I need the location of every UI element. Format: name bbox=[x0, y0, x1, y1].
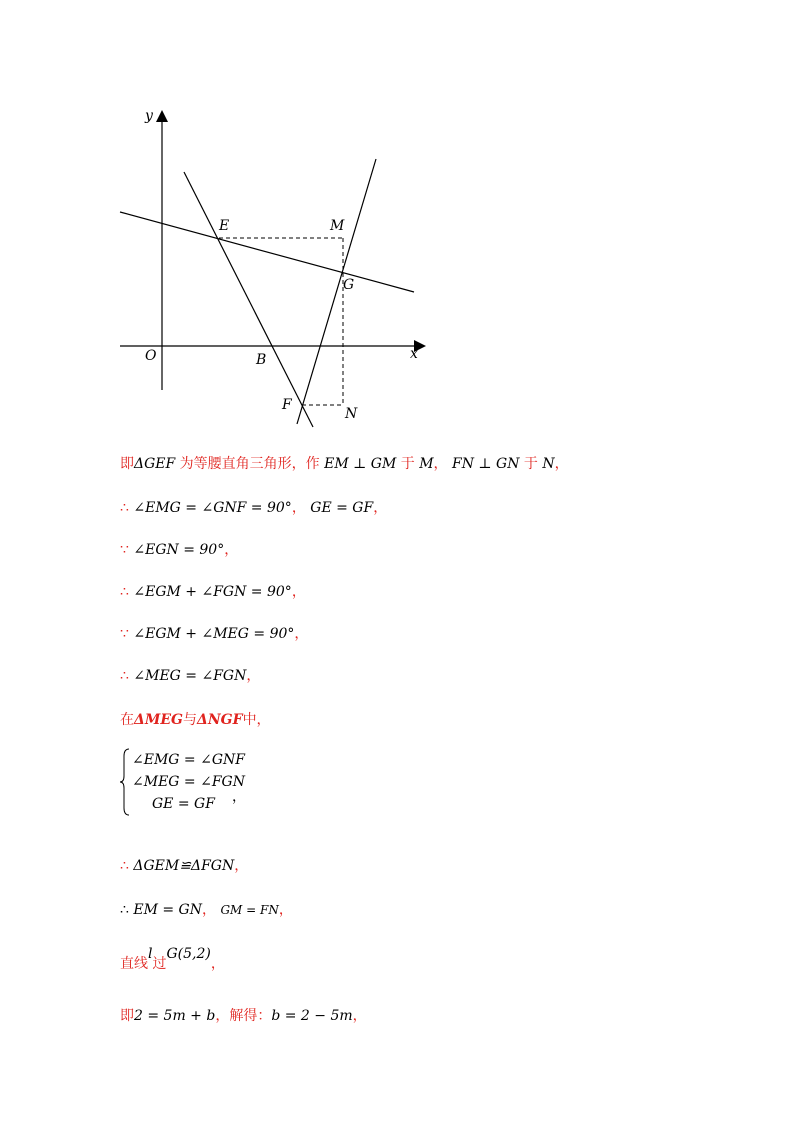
comma: ， bbox=[224, 542, 239, 558]
left-brace bbox=[120, 748, 130, 816]
expr-meg-fgn: ∠MEG = ∠FGN bbox=[133, 668, 247, 684]
solution-line-8 bbox=[120, 856, 248, 876]
therefore-symbol: ∴ bbox=[120, 584, 129, 600]
line-l: l bbox=[148, 946, 153, 962]
label-O: O bbox=[145, 348, 157, 364]
comma: ， bbox=[210, 956, 225, 972]
therefore-symbol: ∴ bbox=[120, 902, 129, 918]
expr-egn-90: ∠EGN = 90° bbox=[133, 542, 225, 558]
text-ji: 即 bbox=[120, 456, 134, 472]
expr-b-eq: b = 2 − 5m bbox=[271, 1008, 353, 1024]
expr-angles-90: ∠EMG = ∠GNF = 90° bbox=[133, 500, 292, 516]
text-isosceles: 为等腰直角三角形，作 bbox=[175, 456, 325, 472]
system-row-3: GE = GF bbox=[152, 796, 215, 812]
because-symbol: ∵ bbox=[120, 626, 129, 642]
text-yu: 与 bbox=[183, 712, 197, 728]
expr-ge-gf: GE = GF bbox=[310, 500, 374, 516]
solution-line-9 bbox=[120, 900, 293, 920]
separator: ， bbox=[291, 500, 306, 516]
text-ji: 即 bbox=[120, 1008, 134, 1024]
triangle-GEF: ΔGEF bbox=[134, 456, 176, 472]
label-B: B bbox=[256, 352, 267, 368]
label-M: M bbox=[330, 218, 345, 234]
expr-sum2-90: ∠EGM + ∠MEG = 90° bbox=[133, 626, 295, 642]
label-N: N bbox=[345, 406, 358, 422]
point-M: M bbox=[419, 456, 434, 472]
coordinate-figure bbox=[110, 100, 430, 430]
therefore-symbol: ∴ bbox=[120, 500, 129, 516]
line-FG bbox=[297, 159, 376, 424]
solution-line-6 bbox=[120, 666, 260, 686]
expr-gm-fn: GM = FN bbox=[220, 903, 279, 917]
text-zai: 在 bbox=[120, 712, 134, 728]
triangle-MEG: ΔMEG bbox=[134, 712, 183, 728]
system-comma: ， bbox=[232, 789, 246, 805]
text-zhong: 中， bbox=[242, 712, 271, 728]
comma: ， bbox=[291, 584, 306, 600]
solution-line-3 bbox=[120, 540, 238, 560]
line-EF bbox=[184, 172, 313, 427]
comma: ， bbox=[554, 456, 569, 472]
text-zhixian: 直线 bbox=[120, 956, 148, 972]
comma: ， bbox=[294, 626, 309, 642]
solution-line-4 bbox=[120, 582, 306, 602]
point-G-coords: G(5,2) bbox=[166, 946, 211, 962]
text-yu: 于 bbox=[396, 456, 420, 472]
solution-line-1 bbox=[120, 454, 569, 474]
comma: ， bbox=[373, 500, 388, 516]
solution-line-10 bbox=[120, 946, 225, 974]
system-row-1: ∠EMG = ∠GNF bbox=[132, 752, 245, 768]
separator: ， bbox=[433, 456, 452, 472]
point-N: N bbox=[542, 456, 555, 472]
expr-sum-90: ∠EGM + ∠FGN = 90° bbox=[133, 584, 292, 600]
expr-fn-perp-gn: FN ⊥ GN bbox=[451, 456, 520, 472]
expr-congruent: ΔGEM≌ΔFGN bbox=[133, 858, 235, 874]
label-x: x bbox=[410, 346, 418, 362]
solution-line-7 bbox=[120, 710, 271, 730]
solution-line-5 bbox=[120, 624, 308, 644]
text-yu: 于 bbox=[519, 456, 543, 472]
text-guo: 过 bbox=[152, 956, 167, 972]
because-symbol: ∵ bbox=[120, 542, 129, 558]
expr-em-gn: EM = GN bbox=[133, 902, 202, 918]
solution-line-11 bbox=[120, 1006, 367, 1026]
label-F: F bbox=[282, 397, 292, 413]
expr-em-perp-gm: EM ⊥ GM bbox=[324, 456, 397, 472]
label-E: E bbox=[219, 218, 230, 234]
triangle-NGF: ΔNGF bbox=[197, 712, 243, 728]
comma: ， bbox=[234, 858, 249, 874]
label-G: G bbox=[343, 277, 355, 293]
comma: ， bbox=[246, 668, 261, 684]
separator: ， bbox=[202, 902, 216, 918]
therefore-symbol: ∴ bbox=[120, 858, 129, 874]
system-row-2: ∠MEG = ∠FGN bbox=[132, 774, 245, 790]
line-EG bbox=[120, 212, 414, 292]
comma: ， bbox=[278, 902, 293, 918]
comma: ， bbox=[352, 1008, 367, 1024]
therefore-symbol: ∴ bbox=[120, 668, 129, 684]
equation-system bbox=[120, 748, 300, 818]
text-jiede: ，解得： bbox=[215, 1008, 272, 1024]
expr-2-eq-5m-b: 2 = 5m + b bbox=[134, 1008, 216, 1024]
solution-line-2 bbox=[120, 498, 387, 518]
label-y: y bbox=[145, 108, 153, 124]
